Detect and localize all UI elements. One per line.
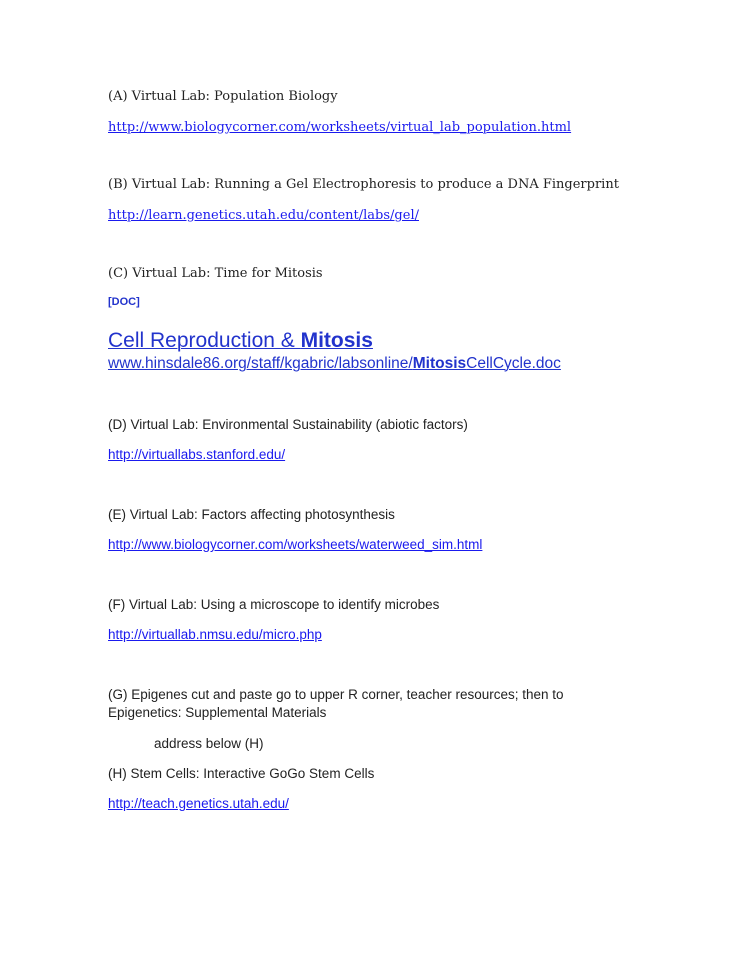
item-f-title: (F) Virtual Lab: Using a microscope to identify microbes [108, 597, 440, 612]
result-title-prefix: Cell Reproduction & [108, 329, 301, 352]
result-url-suffix: CellCycle.doc [466, 355, 561, 372]
item-d-title: (D) Virtual Lab: Environmental Sustainability (abiotic factors) [108, 417, 468, 432]
item-c-result-title-link[interactable] [108, 329, 373, 353]
item-e-title: (E) Virtual Lab: Factors affecting photosynthesis [108, 507, 395, 522]
item-a-link[interactable]: http://www.biologycorner.com/worksheets/virtual_lab_population.html [108, 120, 572, 135]
item-c-title: (C) Virtual Lab: Time for Mitosis [108, 266, 323, 281]
item-h-link[interactable]: http://teach.genetics.utah.edu/ [108, 796, 289, 811]
result-title-bold: Mitosis [300, 329, 373, 352]
item-a-title: (A) Virtual Lab: Population Biology [108, 89, 338, 104]
item-g-title-line1: (G) Epigenes cut and paste go to upper R corner, teacher resources; then to [108, 687, 564, 702]
item-e-link[interactable]: http://www.biologycorner.com/worksheets/waterweed_sim.html [108, 537, 483, 552]
item-b-link[interactable]: http://learn.genetics.utah.edu/content/labs/gel/ [108, 208, 419, 223]
result-url-prefix: www.hinsdale86.org/staff/kgabric/labsonline/ [108, 355, 413, 372]
item-h-title: (H) Stem Cells: Interactive GoGo Stem Cells [108, 766, 375, 781]
doc-file-type-tag: [DOC] [108, 296, 140, 308]
result-url-bold: Mitosis [412, 355, 467, 372]
item-g-title-line2: Epigenetics: Supplemental Materials [108, 705, 327, 720]
item-g-note: address below (H) [154, 736, 264, 751]
item-d-link[interactable]: http://virtuallabs.stanford.edu/ [108, 447, 286, 462]
item-f-link[interactable]: http://virtuallab.nmsu.edu/micro.php [108, 627, 322, 642]
item-b-title: (B) Virtual Lab: Running a Gel Electrophoresis to produce a DNA Fingerprint [108, 177, 619, 192]
item-c-result-url-link[interactable] [108, 355, 561, 373]
